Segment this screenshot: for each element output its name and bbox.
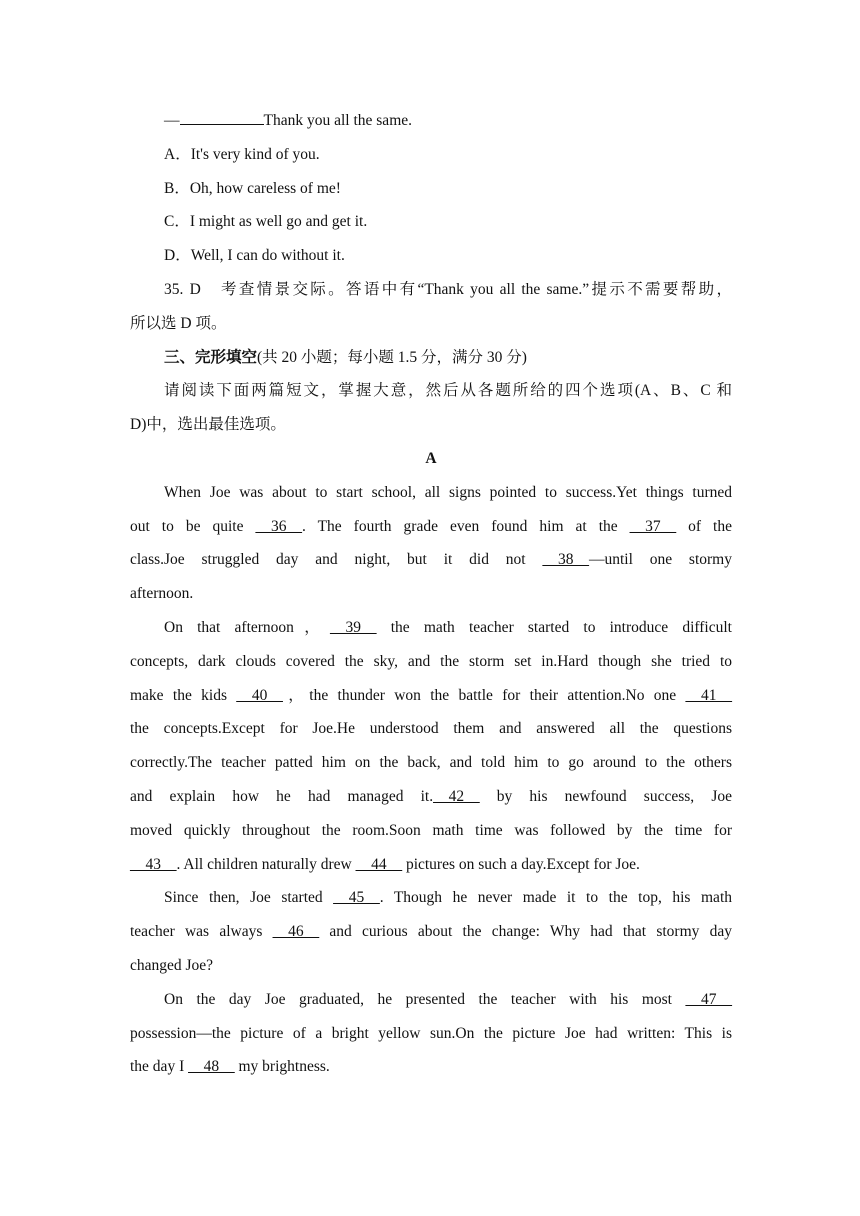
text: ，the thunder won the battle for their attention.No one: [282, 686, 686, 704]
blank-47: __47__: [685, 990, 732, 1008]
text: . The fourth grade even found him at the: [301, 517, 630, 535]
section-note: (共 20 小题；每小题 1.5 分，满分 30 分): [257, 348, 527, 366]
answer-explanation-line2: 所以选 D 项。: [130, 314, 227, 332]
p2-line2: concepts, dark clouds covered the sky, and the storm set in.Hard though she tried to: [130, 652, 732, 670]
text: teacher was always: [130, 923, 273, 941]
blank-43: __43__: [130, 855, 177, 873]
option-d: D．Well, I can do without it.: [164, 247, 345, 265]
section-heading: [130, 341, 732, 375]
text: —until one stormy: [588, 551, 732, 569]
instruction-line1: 请阅读下面两篇短文，掌握大意，然后从各题所给的四个选项(A、B、C 和: [164, 382, 732, 400]
p1-line2: [130, 510, 732, 544]
section-title: 三、完形填空: [164, 348, 258, 366]
blank-39: __39__: [330, 618, 377, 636]
option-a: A．It's very kind of you.: [164, 145, 320, 163]
blank-48: __48__: [188, 1058, 235, 1076]
blank-36: __36__: [255, 517, 302, 535]
stem-text: Thank you all the same.: [263, 112, 412, 129]
text: out to be quite: [130, 517, 256, 535]
text: class.Joe struggled day and night, but it did not: [130, 551, 543, 569]
text: my brightness.: [234, 1058, 330, 1076]
option-b: B．Oh, how careless of me!: [164, 179, 341, 197]
dash: —: [164, 112, 180, 129]
p2-line8: [130, 848, 732, 882]
p1-line1: When Joe was about to start school, all signs pointed to success.Yet things turned: [164, 483, 732, 501]
text: of the: [676, 517, 732, 535]
blank-44: __44__: [355, 855, 403, 873]
p4-line1: [130, 983, 732, 1017]
p2-line4: the concepts.Except for Joe.He understood them and answered all the questions: [130, 720, 732, 738]
p3-line3: changed Joe?: [130, 956, 214, 974]
text: and explain how he had managed it.: [130, 787, 434, 805]
p2-line5: correctly.The teacher patted him on the back, and told him to go around to the others: [130, 754, 732, 772]
text: and curious about the change: Why had that stormy day: [319, 923, 732, 941]
blank-40: __40__: [236, 686, 283, 704]
text: On that afternoon，: [164, 618, 331, 636]
document-page: [130, 104, 732, 1084]
passage-label: A: [425, 449, 437, 467]
p4-line3: [130, 1050, 732, 1084]
text: the math teacher started to introduce difficult: [376, 618, 732, 636]
p3-line2: [130, 915, 732, 949]
text: pictures on such a day.Except for Joe.: [402, 855, 640, 873]
text: On the day Joe graduated, he presented the teacher with his most: [164, 990, 686, 1008]
p1-line3: [130, 543, 732, 577]
text: by his newfound success, Joe: [479, 787, 732, 805]
p2-line1: [130, 611, 732, 645]
blank-45: __45__: [333, 889, 380, 907]
answer-explanation-line1: 35. D 考查情景交际。答语中有“Thank you all the same.”提示不需要帮助，: [164, 280, 732, 298]
text: the day I: [130, 1058, 189, 1076]
question-35-stem: [130, 104, 732, 138]
blank-37: __37__: [629, 517, 677, 535]
p1-line4: afternoon.: [130, 585, 194, 603]
blank-41: __41__: [685, 686, 732, 704]
text: . Though he never made it to the top, his math: [379, 889, 732, 907]
p3-line1: [130, 881, 732, 915]
text: . All children naturally drew: [176, 855, 356, 873]
p2-line7: moved quickly throughout the room.Soon math time was followed by the time for: [130, 821, 732, 839]
text: make the kids: [130, 686, 237, 704]
instruction-line2: D)中，选出最佳选项。: [130, 416, 286, 434]
option-c: C．I might as well go and get it.: [164, 213, 368, 231]
p2-line6: [130, 780, 732, 814]
text: Since then, Joe started: [164, 889, 334, 907]
blank-46: __46__: [272, 923, 320, 941]
p2-line3: [130, 679, 732, 713]
blank-38: __38__: [542, 551, 589, 569]
answer-blank: [180, 110, 264, 125]
p4-line2: possession—the picture of a bright yellow sun.On the picture Joe had written: This is: [130, 1024, 732, 1042]
blank-42: __42__: [433, 787, 480, 805]
